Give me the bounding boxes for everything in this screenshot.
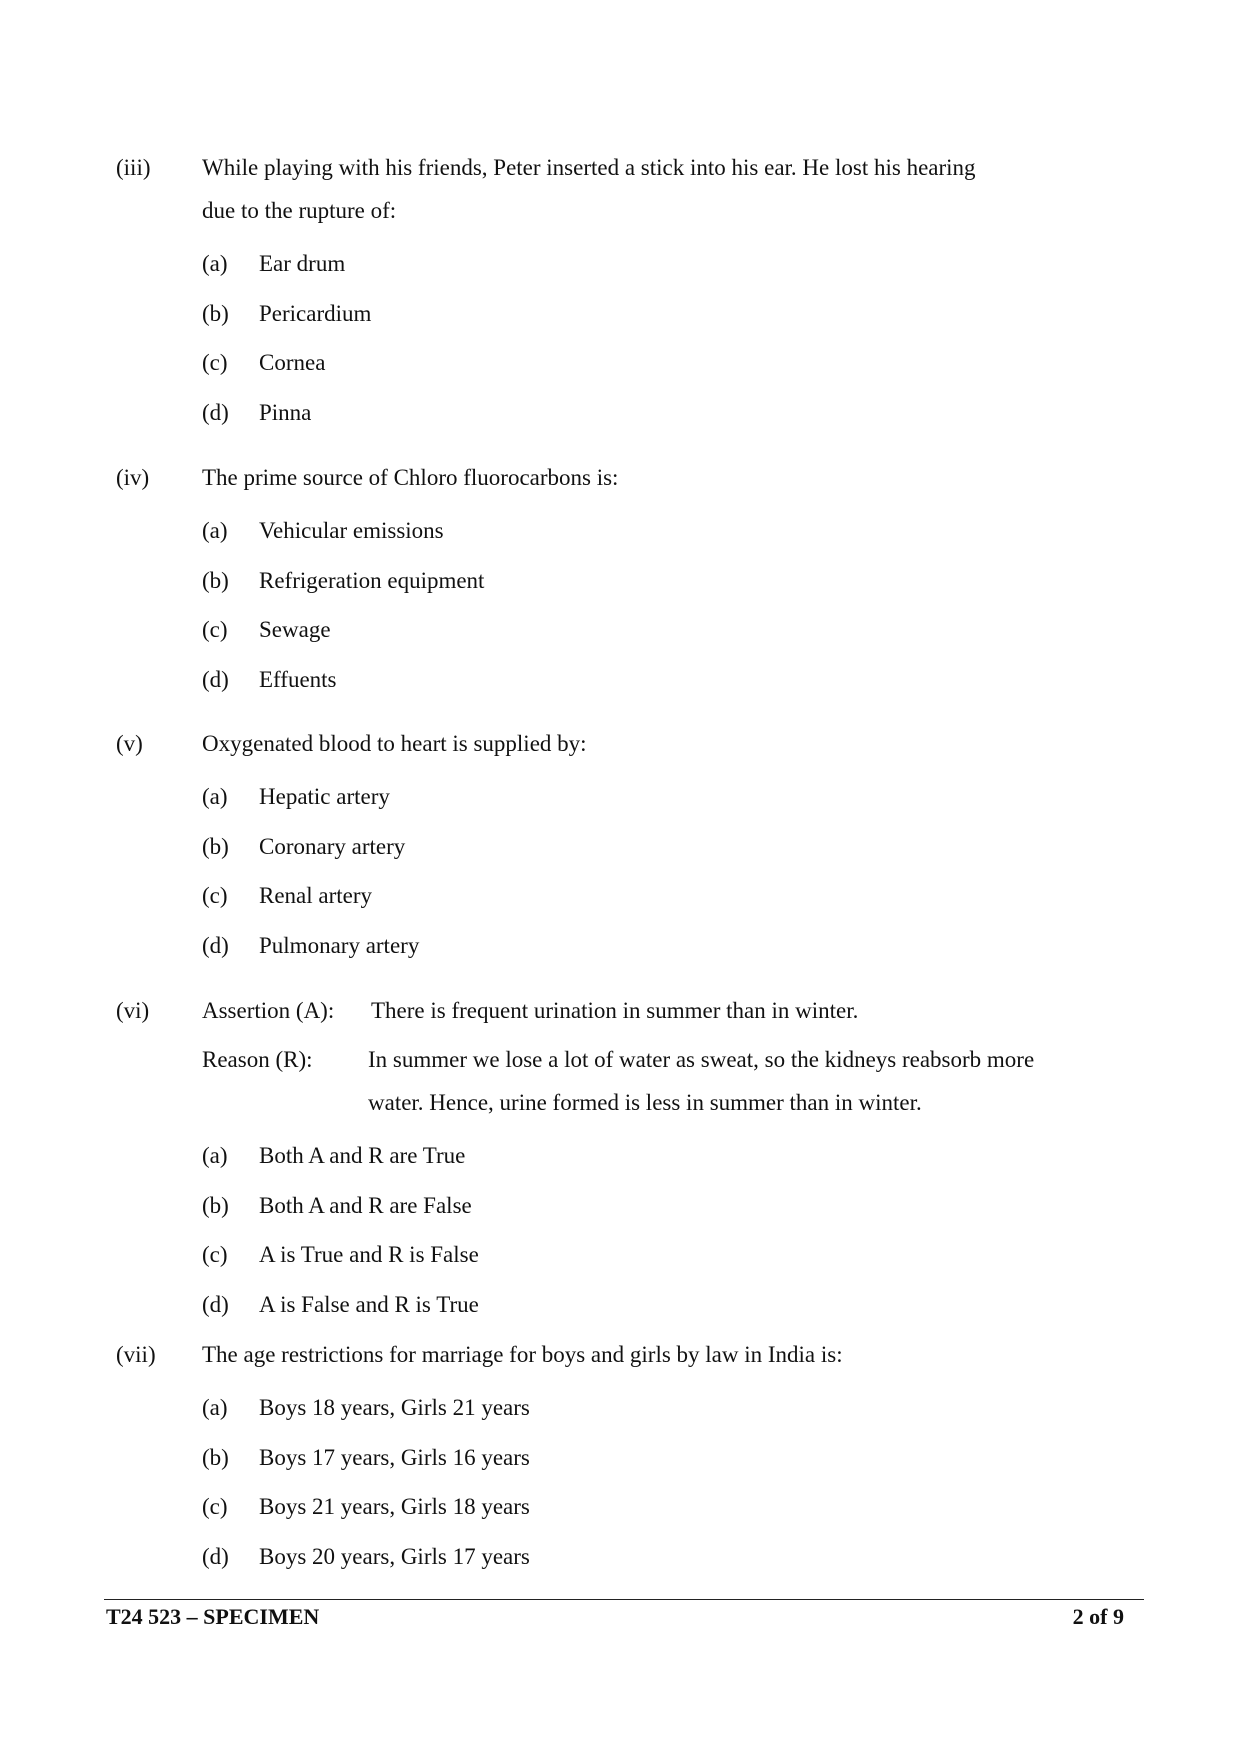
option-d: (d) Boys 20 years, Girls 17 years xyxy=(202,1544,530,1570)
reason-label: Reason (R): xyxy=(202,1047,313,1072)
option-d: (d) Effuents xyxy=(202,667,337,693)
question-text: Oxygenated blood to heart is supplied by: xyxy=(202,731,587,756)
option-a: (a) Both A and R are True xyxy=(202,1143,466,1169)
option-a: (a) Vehicular emissions xyxy=(202,518,444,544)
options-list xyxy=(202,1131,1056,1330)
assertion-text: There is frequent urination in summer than in winter. xyxy=(371,998,859,1023)
options-list xyxy=(202,506,1056,705)
question-iv xyxy=(116,456,1056,705)
option-c: (c) Cornea xyxy=(202,350,326,376)
question-number: (iii) xyxy=(116,155,151,180)
question-number: (vi) xyxy=(116,998,150,1023)
option-c: (c) A is True and R is False xyxy=(202,1242,479,1268)
option-b: (b) Coronary artery xyxy=(202,833,406,859)
option-c: (c) Sewage xyxy=(202,617,331,643)
question-number: (iv) xyxy=(116,465,150,490)
option-b: (b) Both A and R are False xyxy=(202,1192,472,1218)
reason-row xyxy=(202,1038,1056,1124)
question-number: (v) xyxy=(116,731,143,756)
option-a: (a) Boys 18 years, Girls 21 years xyxy=(202,1395,530,1421)
question-vii xyxy=(116,1333,1056,1582)
option-b: (b) Boys 17 years, Girls 16 years xyxy=(202,1444,530,1470)
option-a: (a) Hepatic artery xyxy=(202,784,390,810)
option-d: (d) Pulmonary artery xyxy=(202,933,420,959)
question-number: (vii) xyxy=(116,1342,156,1367)
question-v xyxy=(116,722,1056,971)
option-d: (d) Pinna xyxy=(202,400,312,426)
option-c: (c) Boys 21 years, Girls 18 years xyxy=(202,1494,530,1520)
option-b: (b) Refrigeration equipment xyxy=(202,567,485,593)
question-text: The prime source of Chloro fluorocarbons is: xyxy=(202,465,619,490)
question-text: While playing with his friends, Peter inserted a stick into his ear. He lost his hearing due to the rupture of: xyxy=(202,155,976,223)
question-vi xyxy=(116,989,1056,1330)
assertion-label: Assertion (A): xyxy=(202,998,335,1023)
options-list xyxy=(202,239,1056,438)
footer-page-number: 2 of 9 xyxy=(1072,1604,1124,1629)
option-a: (a) Ear drum xyxy=(202,251,346,277)
question-text: The age restrictions for marriage for boys and girls by law in India is: xyxy=(202,1342,843,1367)
footer-paper-code: T24 523 – SPECIMEN xyxy=(106,1604,320,1629)
footer-divider xyxy=(104,1599,1144,1600)
question-iii xyxy=(116,146,1056,438)
options-list xyxy=(202,772,1056,971)
assertion-row xyxy=(202,989,1056,1032)
reason-text: In summer we lose a lot of water as sweat, so the kidneys reabsorb more water. Hence, urine formed is less in summer than in winter. xyxy=(368,1047,1035,1115)
option-c: (c) Renal artery xyxy=(202,883,373,909)
options-list xyxy=(202,1383,1056,1582)
option-b: (b) Pericardium xyxy=(202,300,372,326)
option-d: (d) A is False and R is True xyxy=(202,1292,479,1318)
